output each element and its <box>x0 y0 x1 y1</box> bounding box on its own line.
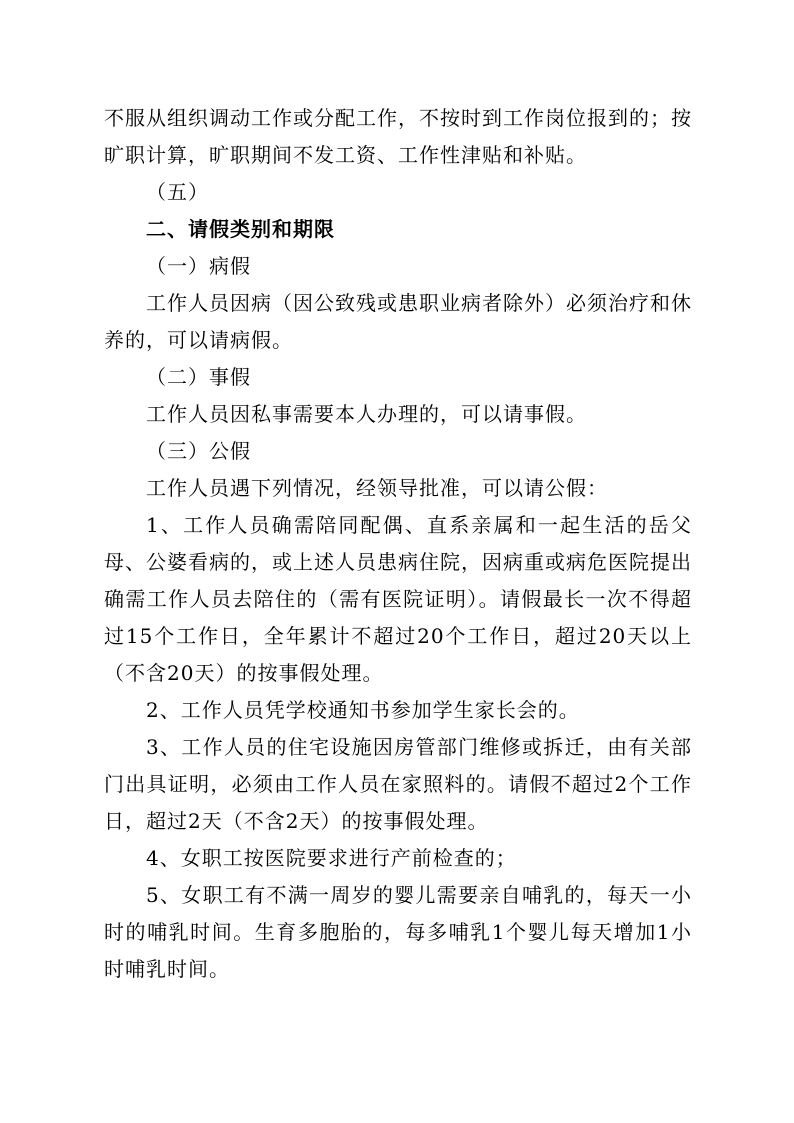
list-item-4: 4、女职工按医院要求进行产前检查的； <box>146 846 517 870</box>
list-item-3: 3、工作人员的住宅设施因房管部门维修或拆迁，由有关部门出具证明，必须由工作人员在家照料的。请假不超过2个工作日，超过2天（不含2天）的按事假处理。 <box>104 735 692 833</box>
subheading-official-leave: （三）公假 <box>146 439 251 463</box>
paragraph-sick-leave: 工作人员因病（因公致残或患职业病者除外）必须治疗和休养的，可以请病假。 <box>104 291 692 352</box>
list-item-1: 1、工作人员确需陪同配偶、直系亲属和一起生活的岳父母、公婆看病的，或上述人员患病住院，因病重或病危医院提出确需工作人员去陪住的（需有医院证明）。请假最长一次不得超过15个工作日，全年累计不超过20个工作日，超过20天以上（不含20天）的按事假处理。 <box>104 513 692 685</box>
document-body <box>104 100 692 988</box>
list-item-2: 2、工作人员凭学校通知书参加学生家长会的。 <box>146 698 580 722</box>
list-item-5: 5、女职工有不满一周岁的婴儿需要亲自哺乳的，每天一小时的哺乳时间。生育多胞胎的，每多哺乳1个婴儿每天增加1小时哺乳时间。 <box>104 883 692 981</box>
subheading-sick-leave: （一）病假 <box>146 254 251 278</box>
section-heading-leave-types: 二、请假类别和期限 <box>146 217 335 241</box>
paragraph-official-leave-intro: 工作人员遇下列情况，经领导批准，可以请公假： <box>146 476 608 500</box>
subheading-five: （五） <box>146 180 209 204</box>
paragraph-continuation: 不服从组织调动工作或分配工作，不按时到工作岗位报到的；按旷职计算，旷职期间不发工资、工作性津贴和补贴。 <box>104 106 692 167</box>
subheading-personal-leave: （二）事假 <box>146 365 251 389</box>
paragraph-personal-leave: 工作人员因私事需要本人办理的，可以请事假。 <box>146 402 587 426</box>
